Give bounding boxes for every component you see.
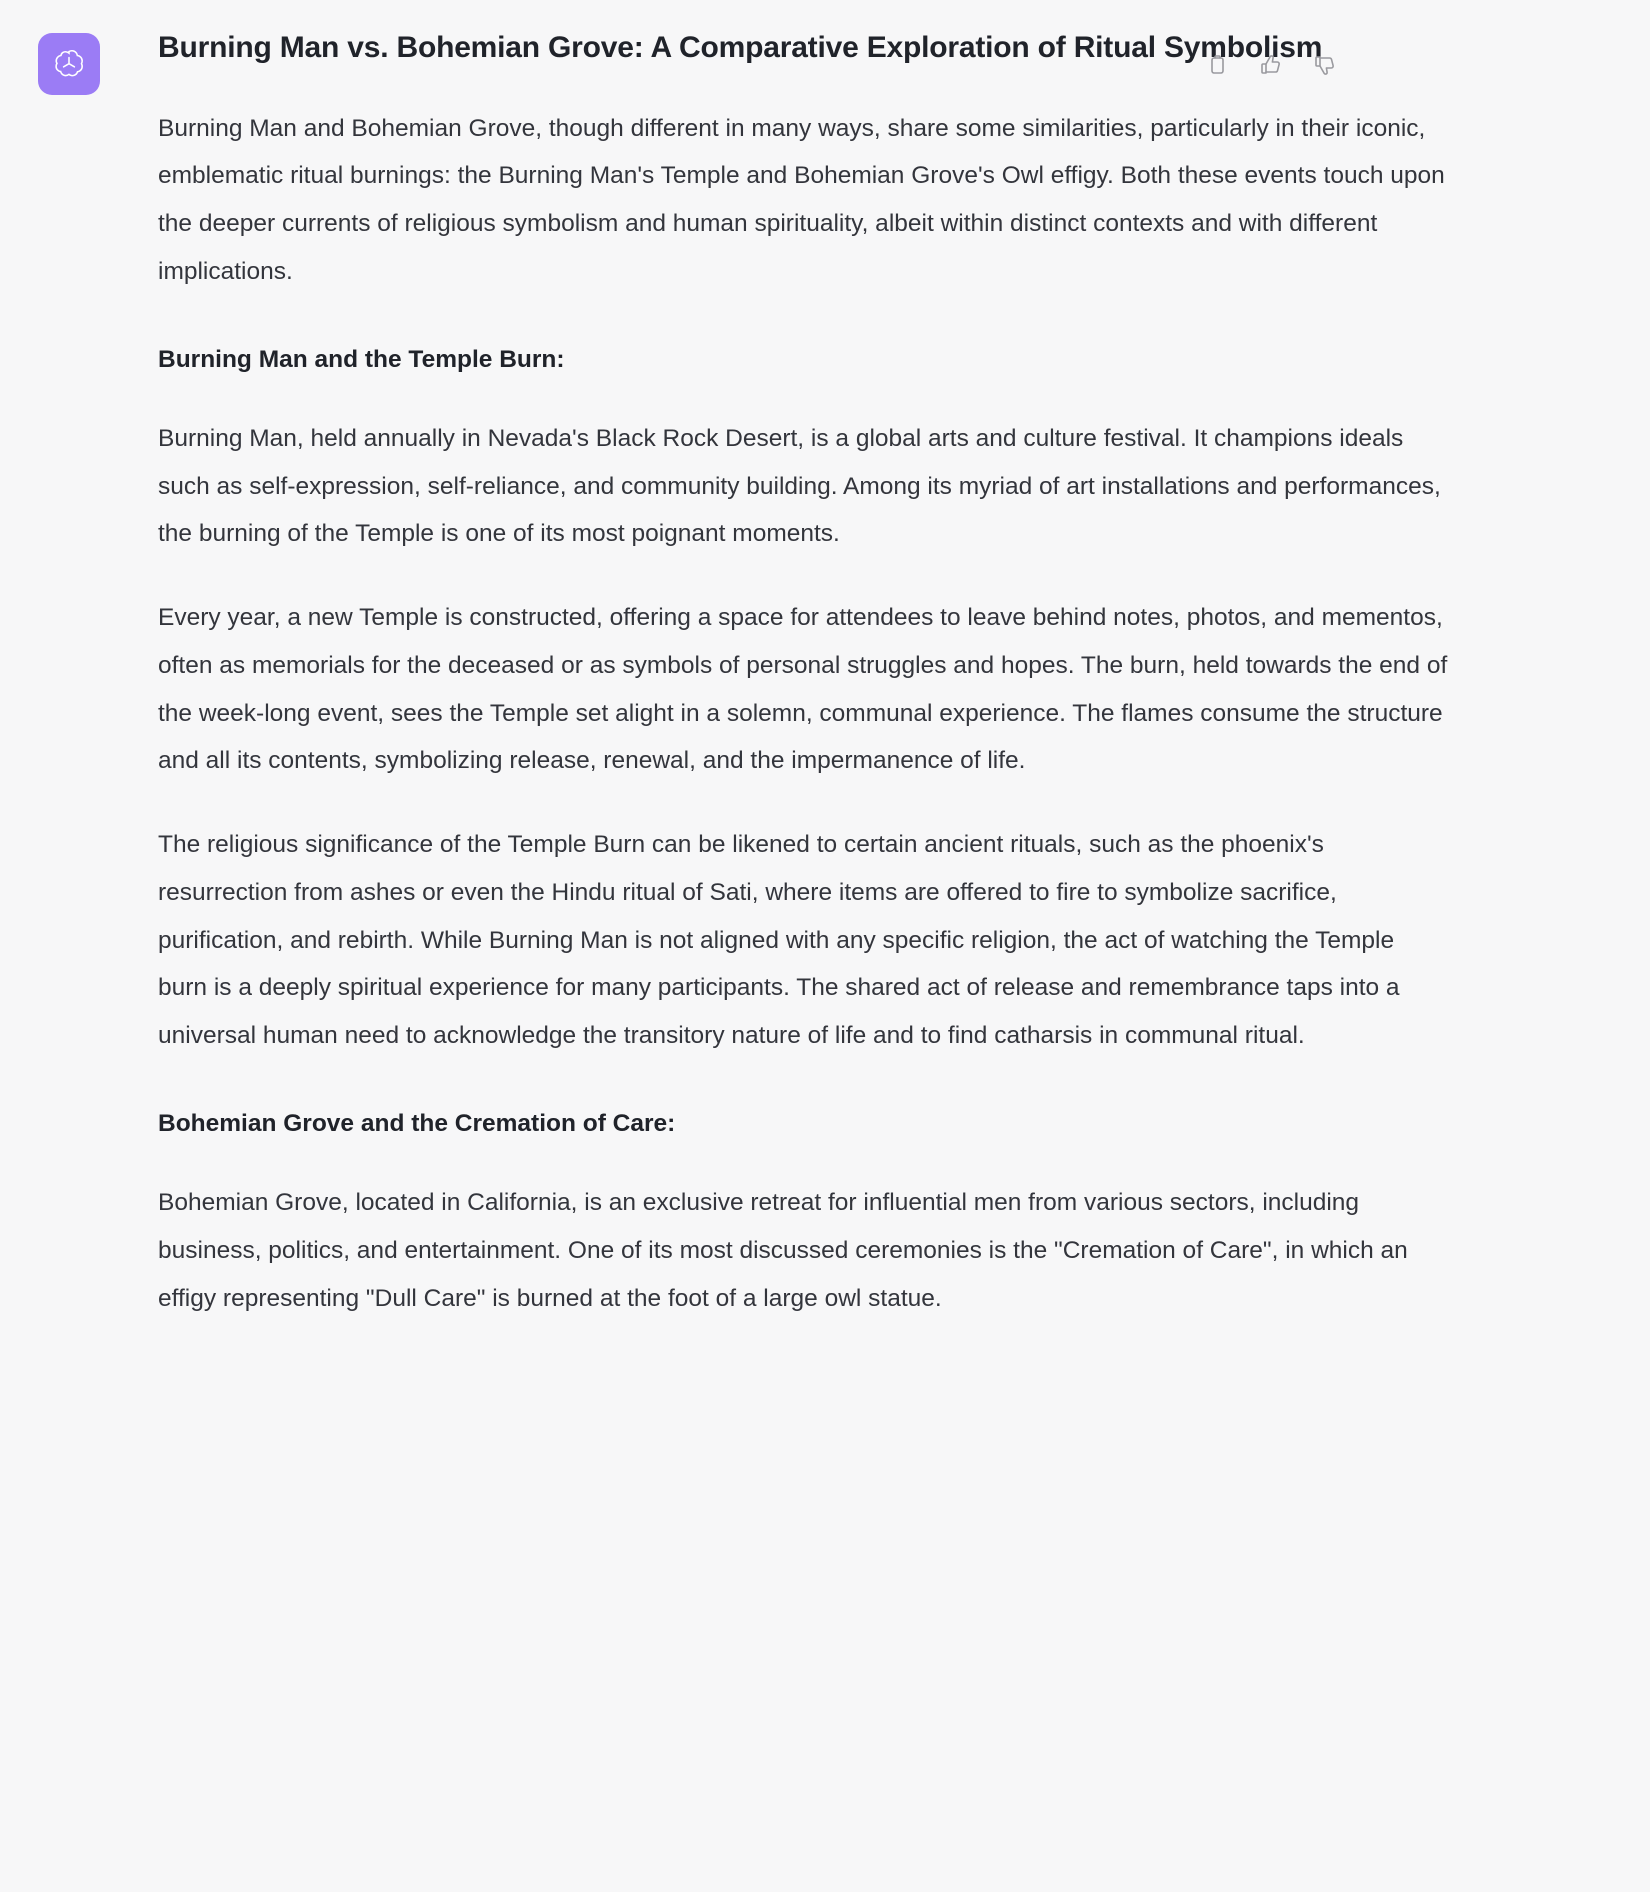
thumbs-down-icon[interactable] bbox=[1312, 52, 1338, 78]
copy-icon[interactable] bbox=[1204, 52, 1230, 78]
page-title: Burning Man vs. Bohemian Grove: A Comparative Exploration of Ritual Symbolism bbox=[158, 31, 1323, 64]
section-heading-temple-burn: Burning Man and the Temple Burn: bbox=[158, 345, 565, 373]
bottom-spacer bbox=[158, 1322, 1448, 1362]
thumbs-up-icon[interactable] bbox=[1258, 52, 1284, 78]
section-heading-cremation-of-care: Bohemian Grove and the Cremation of Care: bbox=[158, 1109, 676, 1137]
paragraph: Every year, a new Temple is constructed, offering a space for attendees to leave behind notes, photos, and mementos, often as memorials for the deceased or as symbols of personal struggles and hopes. The burn, held towards the end of the week-long event, sees the Temple set alight in a solemn, communal experience. The flames consume the structure and all its contents, symbolizing release, renewal, and the impermanence of life. bbox=[158, 604, 1448, 775]
message-content bbox=[158, 28, 1448, 1362]
paragraph: Burning Man and Bohemian Grove, though different in many ways, share some similarities, particularly in their iconic, emblematic ritual burnings: the Burning Man's Temple and Bohemian Grove's Owl effigy. Both these events touch upon the deeper currents of religious symbolism and human spirituality, albeit within distinct contexts and with different implications. bbox=[158, 114, 1445, 285]
openai-logo-icon bbox=[52, 47, 86, 81]
message-actions bbox=[1204, 52, 1338, 78]
paragraph: Bohemian Grove, located in California, is an exclusive retreat for influential men from various sectors, including business, politics, and entertainment. One of its most discussed ceremonies is the "Cremation of Care", in which an effigy representing "Dull Care" is burned at the foot of a large owl statue. bbox=[158, 1189, 1408, 1312]
paragraph: The religious significance of the Temple Burn can be likened to certain ancient rituals, such as the phoenix's resurrection from ashes or even the Hindu ritual of Sati, where items are offered to fire to symbolize sacrifice, purification, and rebirth. While Burning Man is not aligned with any specific religion, the act of watching the Temple burn is a deeply spiritual experience for many participants. The shared act of release and remembrance taps into a universal human need to acknowledge the transitory nature of life and to find catharsis in communal ritual. bbox=[158, 831, 1400, 1050]
avatar bbox=[38, 33, 100, 95]
paragraph: Burning Man, held annually in Nevada's Black Rock Desert, is a global arts and culture festival. It champions ideals such as self-expression, self-reliance, and community building. Among its myriad of art installations and performances, the burning of the Temple is one of its most poignant moments. bbox=[158, 424, 1441, 548]
